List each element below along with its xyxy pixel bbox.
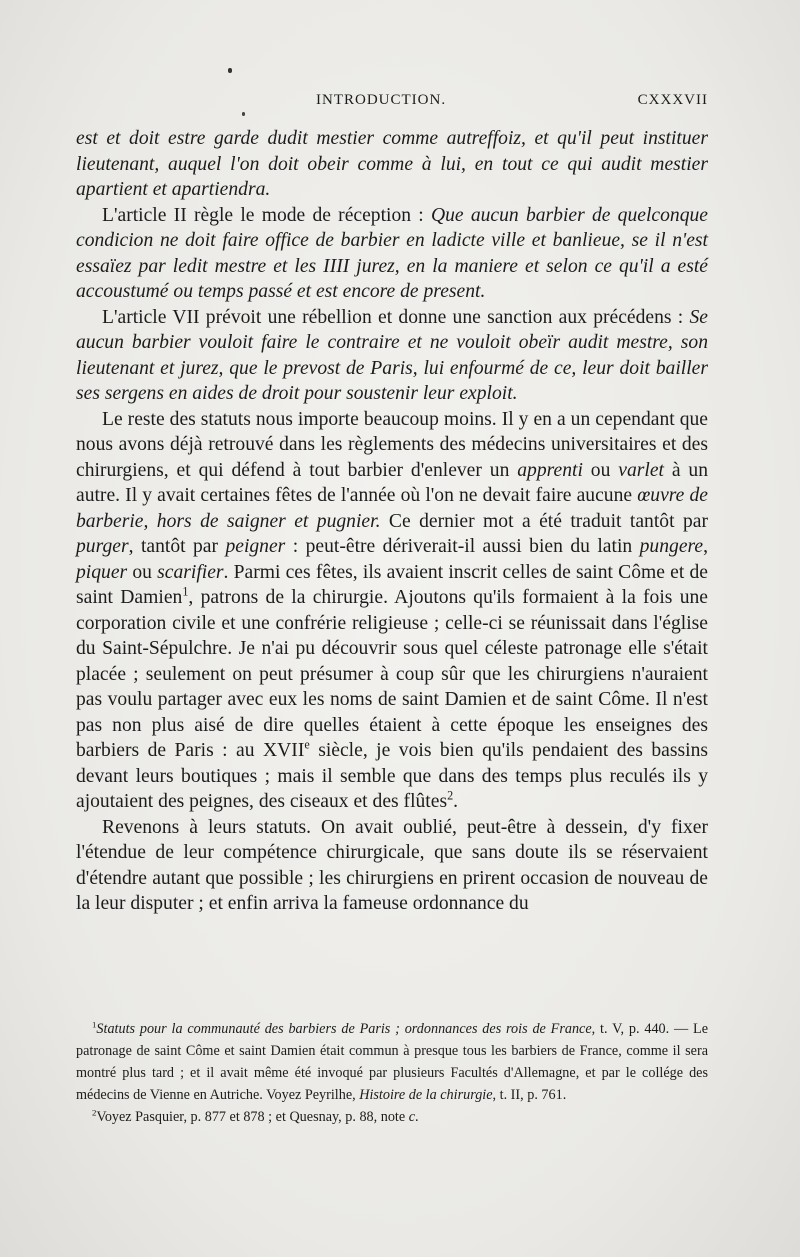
text: L'article VII prévoit une rébellion et donne une sanction aux précédens : [102,306,690,328]
paragraph-4 [76,407,708,815]
text: , t. II, p. 761. [492,1087,567,1103]
print-speck [228,68,232,73]
italic-term: œuvre de barberie, hors de saigner et pugnier. [76,485,708,532]
italic-title: Histoire de la chirurgie [359,1087,493,1103]
italic-term: pungere [639,536,704,557]
text: . [415,1109,419,1125]
paragraph-1 [76,126,708,203]
text: ou [582,459,619,481]
text: Voyez Pasquier, p. 877 et 878 ; et Quesnay, p. 88, note [96,1109,409,1125]
footnotes [76,1018,708,1128]
footnote-ref: 2 [447,788,454,803]
quote-text: Se aucun barbier vouloit faire le contraire et ne vouloit obeïr audit mestre, son lieutenant et jurez, que le prevost de Paris, lui enfourmé de ce, leur doit bailler ses sergens en aides de droit pour soustenir leur exploit. [76,306,708,404]
italic-term: apprenti [517,459,583,481]
italic-term: c [408,1109,416,1125]
text: , tantôt par [128,536,226,557]
text: ou [127,561,158,583]
footnote-ref: 1 [182,584,189,599]
text: . Parmi ces fêtes, ils avaient inscrit celles de saint Côme et de saint Damien [76,561,708,608]
paragraph-5 [76,815,708,917]
footnote-mark: 2 [92,1107,97,1118]
running-header [76,92,708,116]
italic-term: purger [76,536,129,557]
text: : peut-être dériverait-il aussi bien du latin [285,536,640,557]
text: siècle, je vois bien qu'ils pendaient des bassins devant leurs boutiques ; mais il semble que dans des temps plus reculés ils y ajoutaient des peignes, des ciseaux et des flûtes [76,740,708,812]
quote-text: est et doit estre garde dudit mestier comme autreffoiz, et qu'il peut instituer lieutenant, auquel l'on doit obeir comme à lui, en tout ce qui audit mestier apartient et apartiendra. [76,128,708,200]
italic-term: peigner [225,536,286,557]
page-number: CXXXVII [637,92,708,108]
text: Ce dernier mot a été traduit tantôt par [380,510,708,532]
italic-term: scarifier [157,561,224,583]
main-text [76,126,708,917]
quote-text: Que aucun barbier de quelconque condicion ne doit faire office de barbier en ladicte ville et banlieue, se il n'est essaïez par ledit mestre et les IIII jurez, en la maniere et selon ce qu'il a esté accoustumé ou temps passé et est encore de present. [76,204,708,302]
text: , [703,536,709,557]
superscript: e [304,737,310,752]
text: L'article II règle le mode de réception : [102,204,431,226]
text: . [453,791,459,812]
paragraph-2 [76,203,708,305]
italic-term: piquer [76,561,128,583]
paragraph-3 [76,305,708,407]
running-title: INTRODUCTION. [316,92,447,108]
text: , t. V, p. 440. — Le patronage de saint Côme et saint Damien était commun à presque tous les barbiers de France, comme il sera montré plus tard ; et il avait même été invoqué par plusieurs Facultés d'Allemagne, et par le collége des médecins de Vienne en Autriche. Voyez Peyrilhe, [76,1021,708,1103]
text: Le reste des statuts nous importe beaucoup moins. Il y en a un cependant que nous avons déjà retrouvé dans les règlements des médecins universitaires et des chirurgiens, et qui défend à tout barbier d'enlever un [76,408,708,481]
italic-term: varlet [618,459,664,481]
footnote-1 [76,1018,708,1106]
text: à un autre. Il y avait certaines fêtes de l'année où l'on ne devait faire aucune [76,459,709,506]
italic-title: Statuts pour la communauté des barbiers de Paris ; ordonnances des rois de France [96,1021,592,1037]
text: Revenons à leurs statuts. On avait oublié, peut-être à dessein, d'y fixer l'étendue de leur compétence chirurgicale, que sans doute ils se réservaient d'étendre autant que possible ; les chirurgiens en prirent occasion de nouveau de la leur disputer ; et enfin arriva la fameuse ordonnance du [76,816,708,914]
footnote-mark: 1 [92,1019,97,1030]
text: , patrons de la chirurgie. Ajoutons qu'ils formaient à la fois une corporation civile et une confrérie religieuse ; celle-ci se réunissait dans l'église du Saint-Sépulchre. Je n'ai pu découvrir sous quel céleste patronage elle s'était placée ; seulement on peut présumer à coup sûr que les chirurgiens n'auraient pas voulu partager avec eux les noms de saint Damien et de saint Côme. Il n'est pas non plus aisé de dire quelles étaient à cette époque les enseignes des barbiers de Paris : au XVII [76,587,708,761]
footnote-2 [76,1106,708,1128]
